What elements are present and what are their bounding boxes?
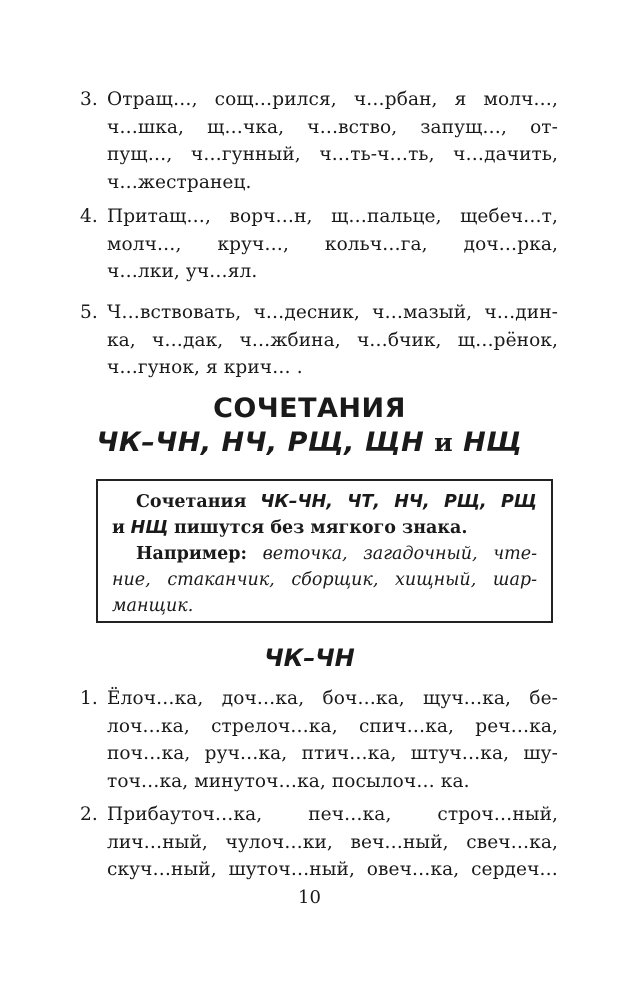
exercise-line: лич…ный, чулоч…ки, веч…ный, свеч…ка, [107, 831, 558, 853]
exercise-line: пущ…, ч…гунный, ч…ть-ч…ть, ч…дачить, [107, 144, 558, 165]
exercise-line: ч…шка, щ…чка, ч…вство, запущ…, от- [107, 116, 558, 138]
exercise-line: точ…ка, минуточ…ка, посылоч… ка. [107, 770, 470, 792]
subsection-heading: ЧК–ЧН [264, 644, 355, 672]
exercise-line: лоч…ка, стрелоч…ка, спич…ка, реч…ка, [107, 715, 558, 737]
exercise-number: 1. [80, 688, 98, 709]
exercise-number: 4. [80, 206, 98, 227]
rule-line: и НЩ пишутся без мягкого знака. [112, 518, 468, 538]
exercise-4 [80, 203, 558, 286]
exercise-line: 4. Притащ…, ворч…н, щ…пальце, щебеч…т, [80, 203, 558, 231]
rule-box [96, 479, 553, 623]
section-subtitle: ЧК–ЧН, НЧ, РЩ, ЩН и НЩ [96, 427, 523, 458]
exercise-2 [80, 801, 558, 884]
exercise-5 [80, 299, 558, 382]
exercise-line: 3. Отращ…, сощ…рился, ч…рбан, я молч…, [80, 86, 558, 114]
exercise-1 [80, 685, 558, 795]
example-line: ние, стаканчик, сборщик, хищный, шар- [112, 570, 537, 590]
exercise-number: 2. [80, 804, 98, 825]
example-line: Например: веточка, загадочный, чте- [136, 544, 537, 564]
exercise-line: поч…ка, руч…ка, птич…ка, штуч…ка, шу- [107, 743, 558, 764]
example-line: манщик. [112, 596, 194, 616]
exercise-line: молч…, круч…, кольч…га, доч…рка, [107, 233, 558, 255]
exercise-line: ч…лки, уч…ял. [107, 261, 258, 282]
exercise-line: ч…гунок, я крич… . [107, 357, 303, 378]
section-title: СОЧЕТАНИЯ [213, 393, 406, 424]
exercise-number: 5. [80, 302, 98, 323]
exercise-line: 1. Ёлоч…ка, доч…ка, боч…ка, щуч…ка, бе- [80, 685, 558, 713]
exercise-line: ч…жестранец. [107, 171, 252, 193]
rule-line: Сочетания ЧК–ЧН, ЧТ, НЧ, РЩ, РЩ [136, 492, 537, 512]
exercise-3 [80, 86, 558, 196]
exercise-line: 2. Прибауточ…ка, печ…ка, строч…ный, [80, 801, 558, 829]
exercise-line: скуч…ный, шуточ…ный, овеч…ка, сердеч… [107, 859, 558, 880]
exercise-number: 3. [80, 89, 98, 110]
exercise-line: 5. Ч…вствовать, ч…десник, ч…мазый, ч…дин- [80, 299, 558, 327]
exercise-line: ка, ч…дак, ч…жбина, ч…бчик, щ…рёнок, [107, 329, 558, 351]
page-number: 10 [298, 887, 321, 908]
